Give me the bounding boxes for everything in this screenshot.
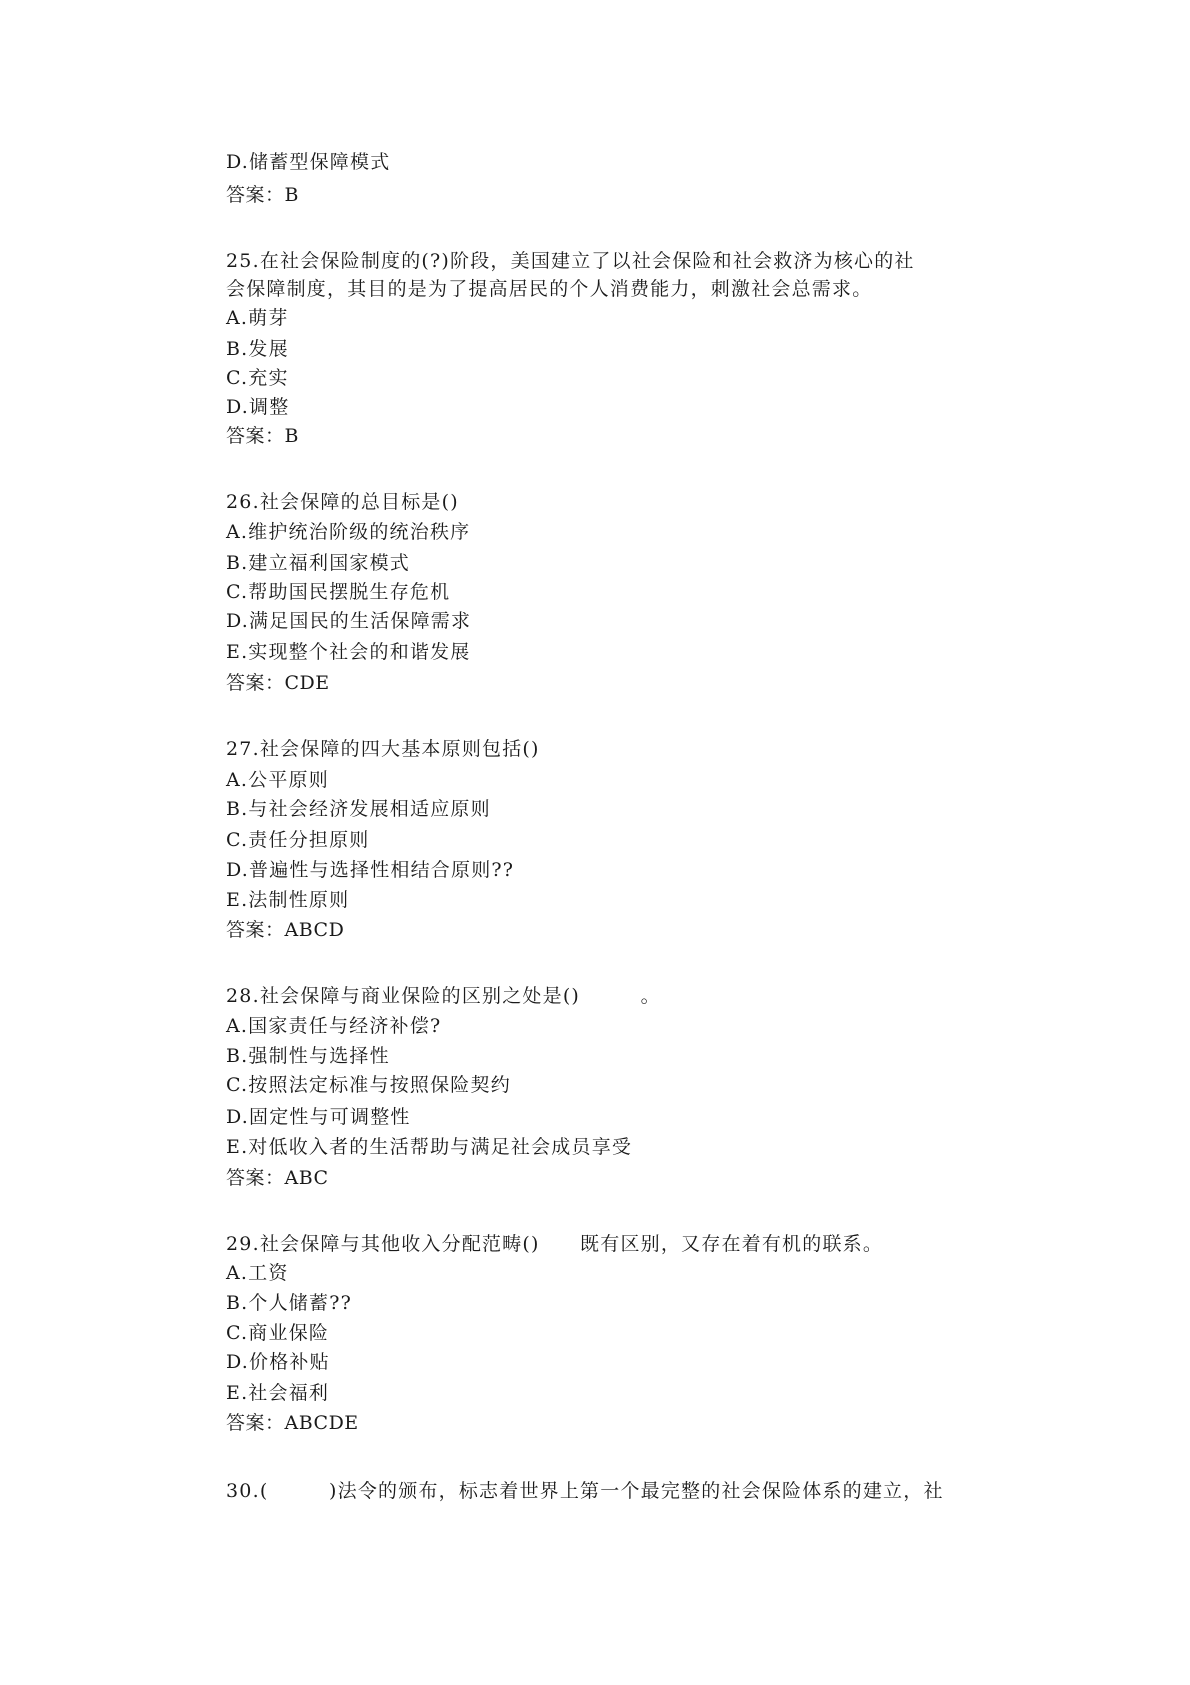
option-line: D.调整	[226, 396, 290, 418]
option-line: C.按照法定标准与按照保险契约	[226, 1074, 511, 1096]
option-line: C.帮助国民摆脱生存危机	[226, 581, 451, 603]
option-line: E.对低收入者的生活帮助与满足社会成员享受	[226, 1136, 633, 1158]
option-line: B.个人储蓄??	[226, 1292, 352, 1314]
option-line: C.充实	[226, 367, 289, 389]
answer-line: 答案：B	[226, 184, 299, 206]
question-line: 30.( )法令的颁布，标志着世界上第一个最完整的社会保险体系的建立，社	[226, 1480, 944, 1502]
question-line: 28.社会保障与商业保险的区别之处是() 。	[226, 985, 661, 1007]
option-line: D.价格补贴	[226, 1351, 330, 1373]
option-line: E.社会福利	[226, 1382, 330, 1404]
option-line: E.法制性原则	[226, 889, 350, 911]
option-line: A.维护统治阶级的统治秩序	[226, 521, 471, 543]
question-line: 会保障制度，其目的是为了提高居民的个人消费能力，刺激社会总需求。	[226, 278, 873, 300]
question-line: 29.社会保障与其他收入分配范畴() 既有区别，又存在着有机的联系。	[226, 1233, 884, 1255]
option-line: A.萌芽	[226, 307, 289, 329]
answer-line: 答案：B	[226, 425, 299, 447]
option-line: D.满足国民的生活保障需求	[226, 610, 472, 632]
option-line: A.公平原则	[226, 769, 329, 791]
question-line: 25.在社会保险制度的(?)阶段，美国建立了以社会保险和社会救济为核心的社	[226, 250, 915, 272]
option-line: A.工资	[226, 1262, 289, 1284]
option-line: B.与社会经济发展相适应原则	[226, 798, 491, 820]
option-line: A.国家责任与经济补偿?	[226, 1015, 442, 1037]
option-line: C.责任分担原则	[226, 829, 370, 851]
answer-line: 答案：ABC	[226, 1167, 329, 1189]
answer-line: 答案：ABCD	[226, 919, 345, 941]
option-line: D.固定性与可调整性	[226, 1106, 411, 1128]
option-line: B.发展	[226, 338, 289, 360]
option-line: B.强制性与选择性	[226, 1045, 390, 1067]
option-line: B.建立福利国家模式	[226, 552, 411, 574]
option-line: E.实现整个社会的和谐发展	[226, 641, 471, 663]
option-line: D.普遍性与选择性相结合原则??	[226, 859, 515, 881]
answer-line: 答案：ABCDE	[226, 1412, 359, 1434]
question-line: 26.社会保障的总目标是()	[226, 491, 459, 513]
option-line: C.商业保险	[226, 1322, 330, 1344]
option-line: D.储蓄型保障模式	[226, 151, 391, 173]
answer-line: 答案：CDE	[226, 672, 330, 694]
question-line: 27.社会保障的四大基本原则包括()	[226, 738, 540, 760]
